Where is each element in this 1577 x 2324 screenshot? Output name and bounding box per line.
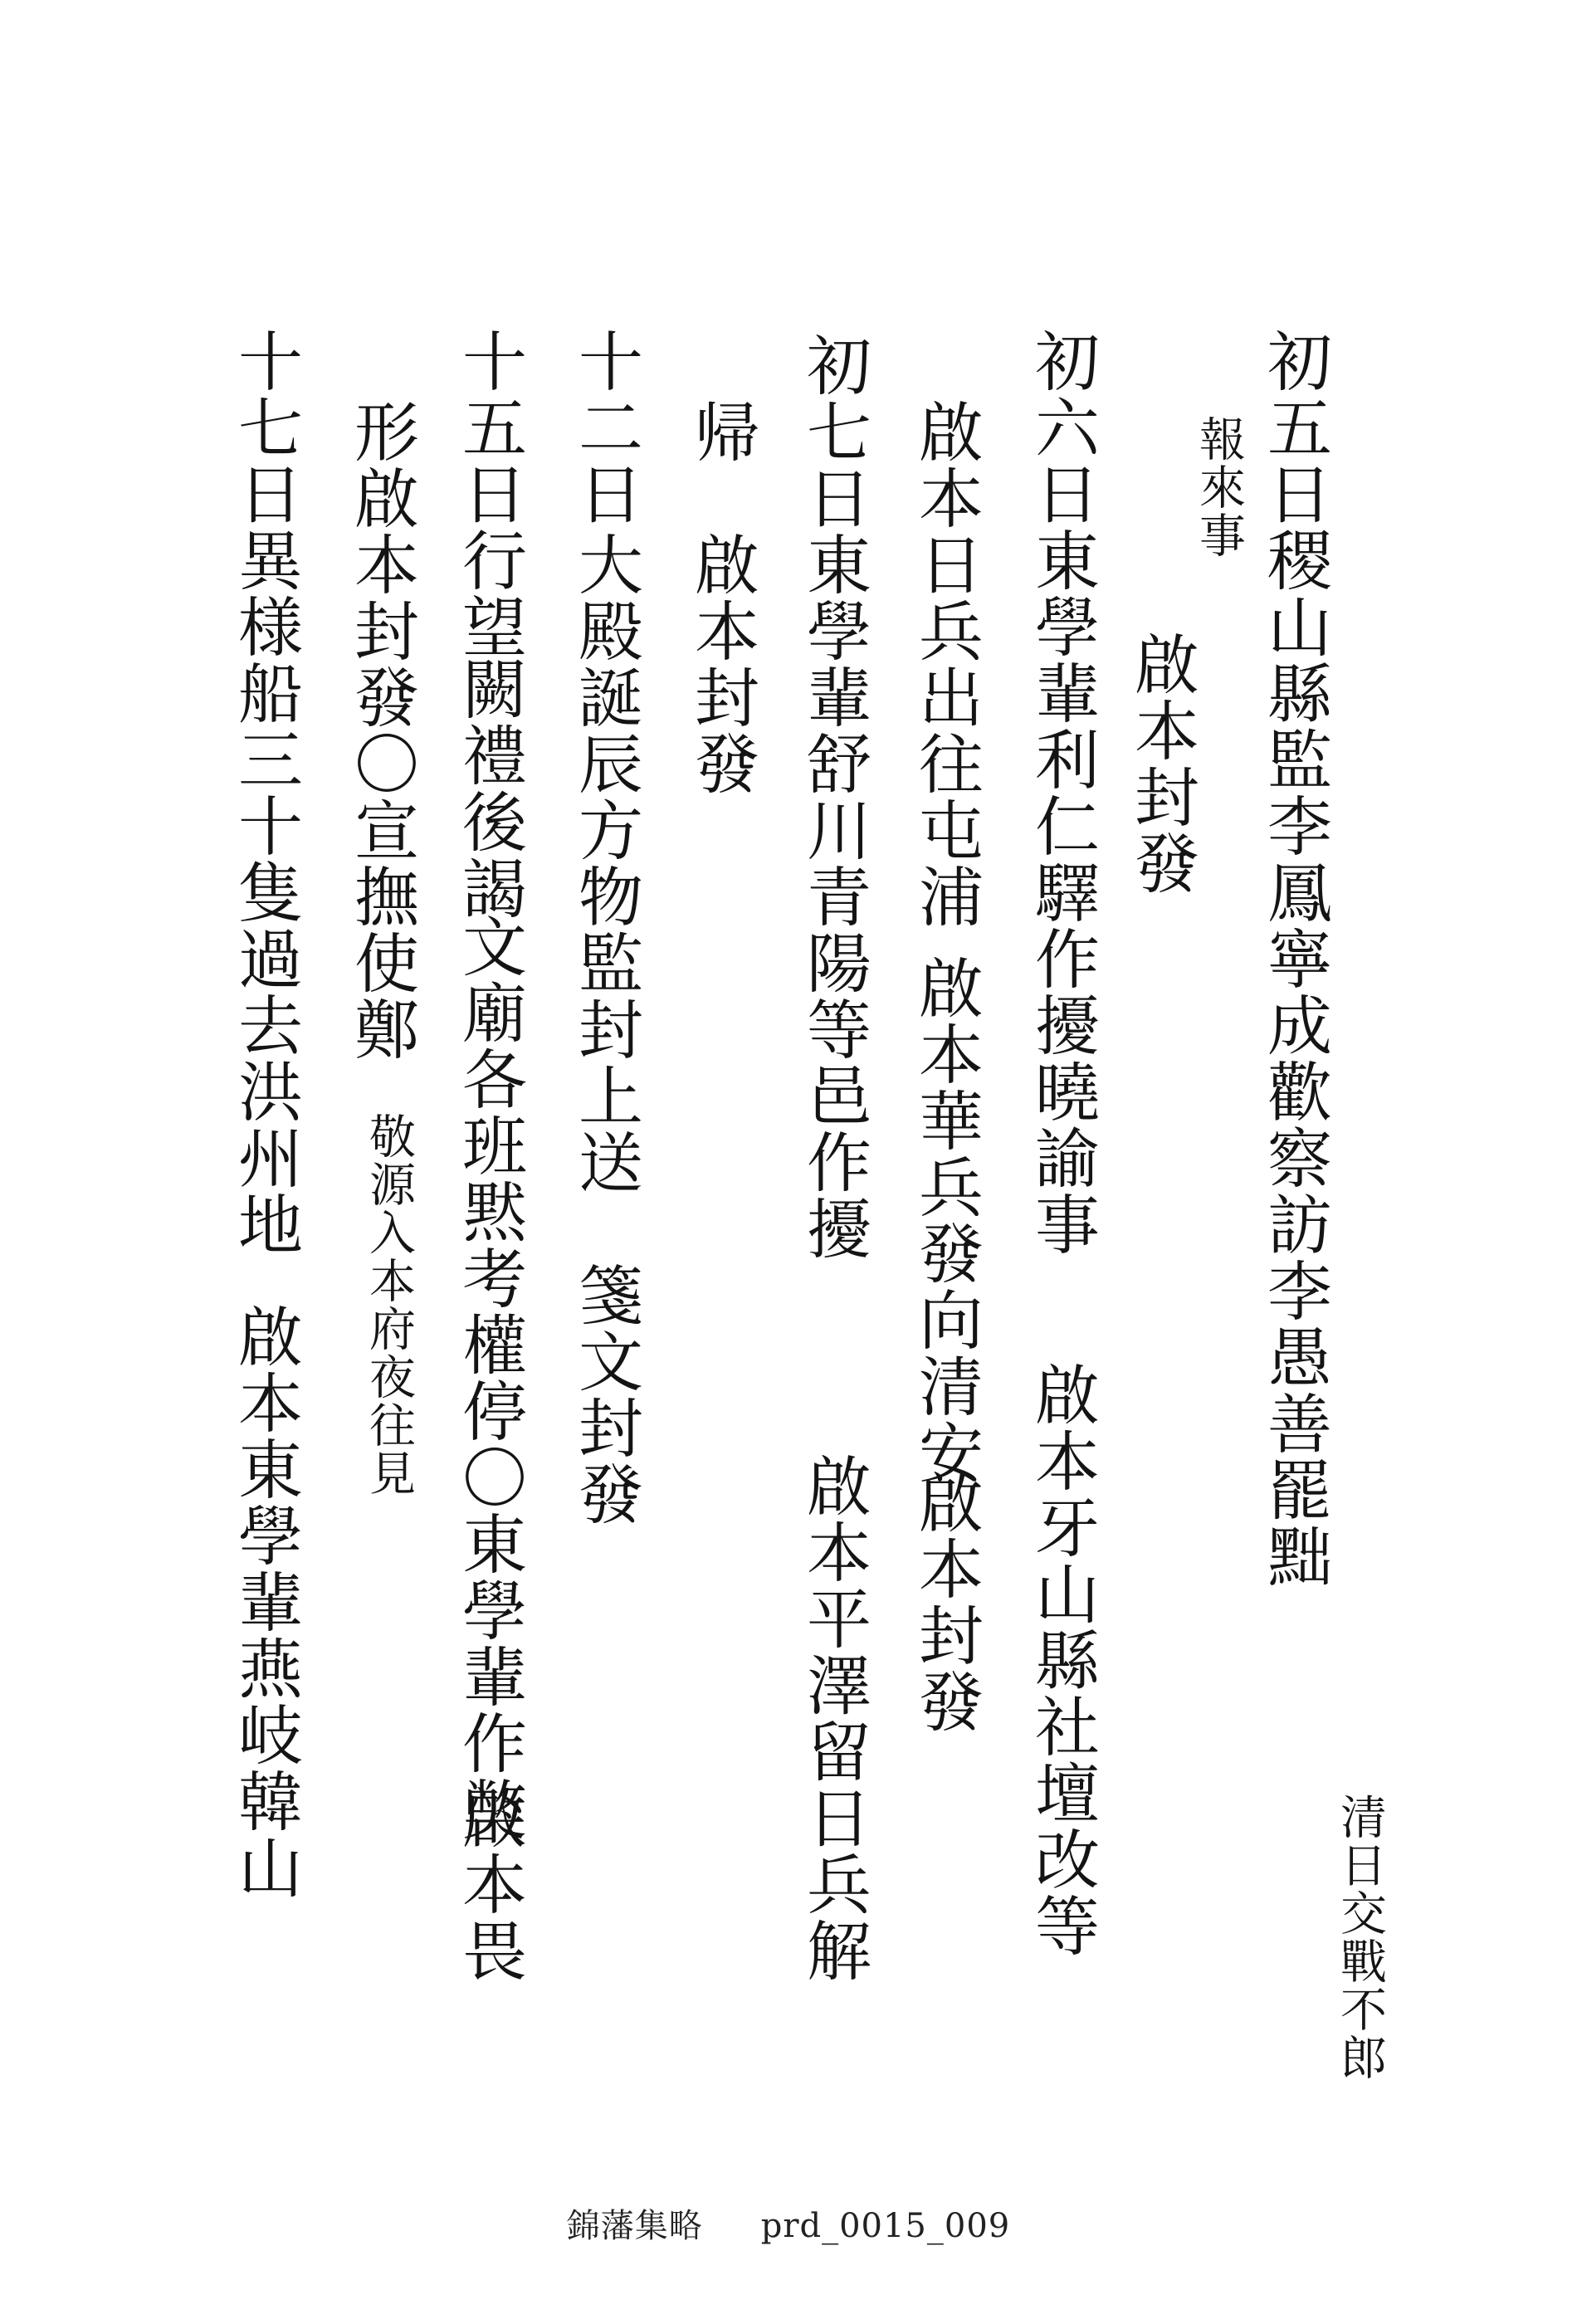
text-column-1 bbox=[1257, 328, 1331, 1589]
column-text: 形啟本封發〇宣撫使鄭 bbox=[344, 398, 418, 1062]
page-footer bbox=[0, 2200, 1577, 2247]
text-column-3a bbox=[1024, 328, 1099, 1257]
text-column-6a bbox=[684, 398, 759, 465]
column-text: 啟本華兵發向清安 bbox=[908, 954, 983, 1486]
column-text: 初五日稷山縣監李鳳寧成歡察訪李愚善罷黜 bbox=[1257, 328, 1331, 1589]
text-column-4c bbox=[908, 1469, 983, 1735]
column-note-text: 清日交戰不郎 bbox=[1333, 1793, 1387, 2082]
column-text: 報來事 bbox=[1192, 415, 1246, 559]
text-column-6b bbox=[684, 531, 759, 797]
column-text: 啟本封發 bbox=[908, 1469, 983, 1735]
text-column-2a bbox=[1192, 415, 1246, 559]
text-column-7c bbox=[568, 1262, 642, 1527]
column-text: 十五日行望 bbox=[452, 328, 526, 660]
column-text: 大殿誕辰方物監封上送 bbox=[568, 531, 642, 1195]
text-column-9b bbox=[362, 1112, 416, 1497]
column-text: 啟本畏 bbox=[452, 1784, 526, 1984]
text-column-5b bbox=[796, 1452, 871, 1984]
column-text: 箋文封發 bbox=[568, 1262, 642, 1527]
column-text: 啟本平澤留日兵解 bbox=[796, 1452, 871, 1984]
footer-code: prd_0015_009 bbox=[760, 2207, 1011, 2245]
column-text: 闕禮後謁 bbox=[452, 656, 526, 921]
column-text: 啟本東學輩燕岐韓山 bbox=[227, 1303, 302, 1901]
text-column-2b bbox=[1124, 631, 1199, 896]
text-column-8a bbox=[452, 328, 526, 660]
column-text: 文廟各班黙考權停〇東學輩作獘 bbox=[452, 913, 526, 1843]
column-text: 啟本牙山縣社壇改等 bbox=[1024, 1361, 1099, 1959]
column-text: 初七日東學輩舒川青陽等邑作擾 bbox=[796, 332, 871, 1262]
text-column-7b bbox=[568, 531, 642, 1195]
column-text: 啟本日兵出往屯浦 bbox=[908, 398, 983, 930]
text-column-4b bbox=[908, 954, 983, 1486]
column-text: 十七日異様船三十隻過去洪州地 bbox=[227, 328, 302, 1257]
text-column-10b bbox=[227, 1303, 302, 1901]
column-text: 十二日 bbox=[568, 328, 642, 527]
column-text: 初六日東學輩利仁驛作擾曉諭事 bbox=[1024, 328, 1099, 1257]
text-column-5a bbox=[796, 332, 871, 1262]
text-column-3b bbox=[1024, 1361, 1099, 1959]
text-column-8b bbox=[452, 656, 526, 921]
column-text: 敬源入本府夜往見 bbox=[362, 1112, 416, 1497]
text-column-8d bbox=[452, 1784, 526, 1984]
column-text: 啟本封發 bbox=[684, 531, 759, 797]
text-column-7a bbox=[568, 328, 642, 527]
text-column-4a bbox=[908, 398, 983, 930]
text-column-8c bbox=[452, 913, 526, 1843]
text-column-note-1 bbox=[1333, 1793, 1387, 2082]
footer-title: 錦藩集略 bbox=[566, 2207, 703, 2245]
column-text: 帰 bbox=[684, 398, 759, 465]
column-text: 啟本封發 bbox=[1124, 631, 1199, 896]
text-column-9a bbox=[344, 398, 418, 1062]
text-column-10a bbox=[227, 328, 302, 1257]
